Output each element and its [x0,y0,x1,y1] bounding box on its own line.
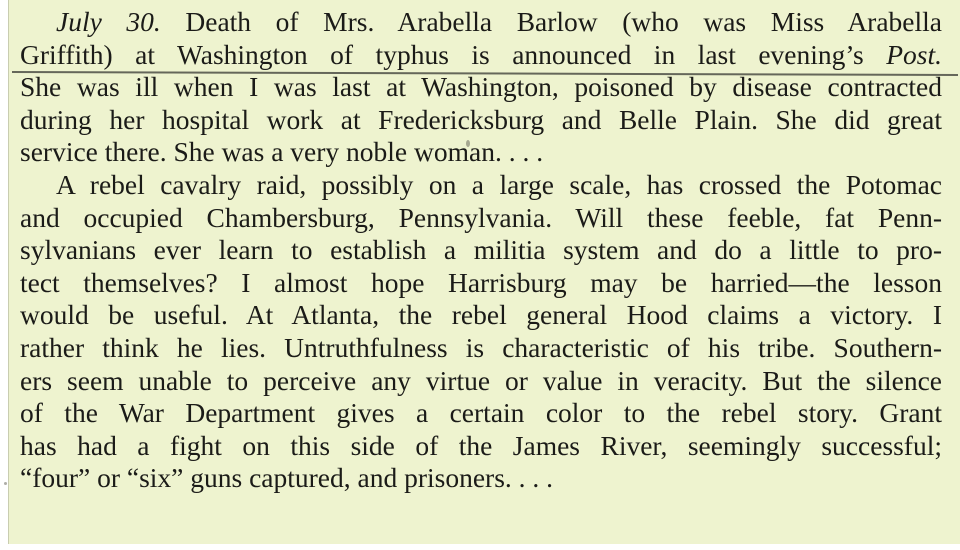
text-line: ers seem unable to perceive any virtue or value in veracity. But the silence [20,364,942,396]
text-line [20,39,942,72]
diary-entry [20,6,942,495]
text-line: tect themselves? I almost hope Harrisburg may be harried—the lesson [20,266,942,298]
text-line: rather think he lies. Untruthfulness is characteristic of his tribe. Southern- [20,331,942,363]
text-line: She was ill when I was last at Washington, poisoned by disease contracted [20,71,942,103]
text-line: “four” or “six” guns captured, and prisoners. . . . [20,462,554,494]
text-line: would be useful. At Atlanta, the rebel general Hood claims a victory. I [20,299,942,331]
paper-speck [4,482,7,485]
text-line: of the War Department gives a certain color to the rebel story. Grant [20,397,942,429]
line-text: Griffith) at Washington of typhus is announced in last evening’s [20,38,887,70]
text-line: service there. She was a very noble woman. . . . [20,136,544,168]
text-line: A rebel cavalry raid, possibly on a large scale, has crossed the Potomac [56,168,942,200]
line-text: Death of Mrs. Arabella Barlow (who was Miss Arabella [160,6,942,37]
text-line: and occupied Chambersburg, Pennsylvania. Will these feeble, fat Penn- [20,201,942,233]
text-line: sylvanians ever learn to establish a militia system and do a little to pro- [20,234,942,266]
newspaper-title: Post. [886,38,942,70]
text-line: has had a fight on this side of the James River, seemingly successful; [20,429,942,461]
entry-date: July 30. [56,6,161,37]
text-line: during her hospital work at Fredericksburg and Belle Plain. She did great [20,103,942,135]
text-line [20,6,942,39]
